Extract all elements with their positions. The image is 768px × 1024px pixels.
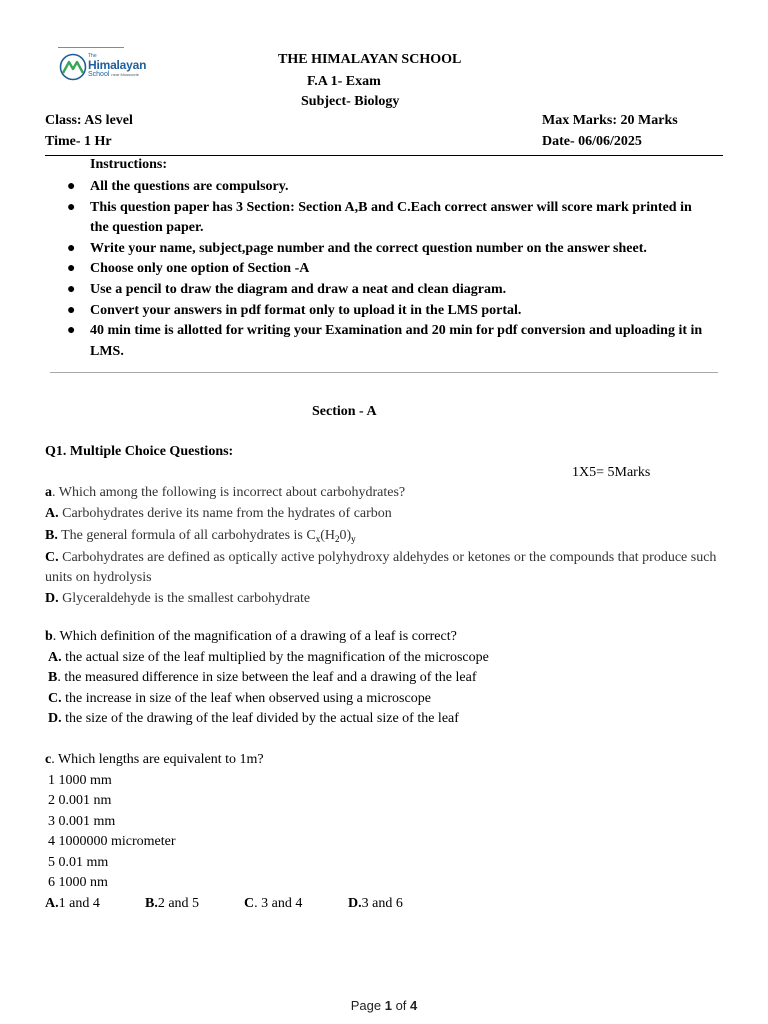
answer-c [244, 894, 302, 915]
bullet-icon: ● [67, 240, 76, 256]
school-name: THE HIMALAYAN SCHOOL [278, 52, 462, 67]
instruction-item [67, 177, 707, 198]
answer-a [45, 894, 100, 915]
bullet-icon: ● [67, 323, 76, 339]
option-label: C [244, 895, 255, 911]
question-c-stem [45, 750, 725, 771]
section-divider [50, 372, 718, 373]
exam-title: F.A 1- Exam [307, 74, 381, 89]
instruction-item [67, 239, 707, 260]
list-item: 6 1000 nm [48, 875, 108, 890]
list-item: 5 0.01 mm [48, 854, 109, 870]
bullet-icon: ● [67, 179, 76, 194]
option-label: A. [48, 649, 62, 665]
question-a-stem [45, 483, 725, 504]
bullet-icon: ● [67, 261, 76, 277]
option-d [45, 709, 725, 730]
list-item: 3 0.001 mm [48, 813, 116, 829]
option-label: D. [45, 590, 59, 606]
instruction-item [67, 259, 707, 280]
question-c [45, 750, 725, 914]
option-c [45, 548, 725, 589]
instruction-text: Write your name, subject,page number and the correct question number on the answer sheet. [90, 240, 647, 256]
question-a [45, 483, 725, 609]
of-word: of [395, 998, 407, 1013]
answer-d [348, 894, 403, 915]
date-label: Date- 06/06/2025 [542, 134, 642, 149]
q1-title: Q1. Multiple Choice Questions: [45, 444, 234, 459]
option-d [45, 589, 725, 610]
question-b-text: . Which definition of the magnification of a drawing of a leaf is correct? [52, 629, 457, 644]
list-item: 2 0.001 nm [48, 793, 112, 808]
logo-wordmark [88, 54, 146, 78]
school-logo [55, 47, 147, 91]
list-item: 4 1000000 micrometer [48, 834, 176, 849]
option-label: B. [45, 528, 58, 543]
option-text: . 3 and 4 [254, 895, 303, 911]
option-text: Carbohydrates derive its name from the hydrates of carbon [58, 505, 392, 521]
question-a-text: . Which among the following is incorrect about carbohydrates? [52, 485, 406, 500]
option-label: A. [45, 895, 59, 911]
option-a [45, 648, 725, 669]
page-word: Page [350, 998, 382, 1013]
question-c-text: . Which lengths are equivalent to 1m? [51, 752, 264, 767]
instruction-item [67, 198, 707, 239]
question-c-label: c [45, 752, 52, 767]
q1-marks: 1X5= 5Marks [572, 465, 651, 480]
page-footer [0, 998, 768, 1013]
option-text: the increase in size of the leaf when observed using a microscope [61, 690, 431, 706]
option-text: 3 and 6 [361, 895, 403, 911]
section-a-title: Section - A [312, 404, 377, 419]
option-label: A. [45, 505, 59, 521]
instruction-item [67, 301, 707, 322]
instruction-item [67, 321, 707, 362]
instruction-text: All the questions are compulsory. [90, 179, 289, 194]
question-b [45, 627, 725, 730]
answer-options [45, 894, 725, 915]
option-label: D. [48, 711, 62, 726]
page-number: 1 [384, 998, 392, 1013]
instruction-text: Convert your answers in pdf format only to upload it in the LMS portal. [90, 302, 522, 318]
option-text: 1 and 4 [58, 895, 100, 911]
max-marks-label: Max Marks: 20 Marks [542, 113, 678, 128]
instruction-text: This question paper has 3 Section: Section A,B and C.Each correct answer will score mark printed in the question paper. [90, 199, 692, 236]
option-text: . the measured difference in size between the leaf and a drawing of the leaf [57, 670, 477, 685]
option-text: Carbohydrates are defined as optically active polyhydroxy aldehydes or ketones or the compounds that produce such units on hydrolysis [45, 549, 717, 585]
page-total: 4 [410, 998, 418, 1013]
mountain-logo-icon [59, 53, 87, 81]
time-label: Time- 1 Hr [45, 134, 112, 149]
question-a-label: a [45, 485, 52, 500]
class-label: Class: AS level [45, 113, 133, 128]
option-text: 2 and 5 [157, 895, 200, 911]
option-text: Glyceraldehyde is the smallest carbohydrate [58, 590, 311, 606]
subject-title: Subject- Biology [301, 94, 400, 109]
instruction-text: Choose only one option of Section -A [90, 261, 310, 277]
formula-part: 0) [339, 528, 352, 543]
option-text: The general formula of all carbohydrates is C [57, 528, 316, 543]
formula-part: (H [320, 528, 335, 543]
option-label: C. [48, 690, 62, 706]
instructions-block [67, 156, 703, 359]
option-text: the size of the drawing of the leaf divided by the actual size of the leaf [61, 711, 459, 726]
bullet-icon: ● [67, 302, 76, 318]
question-b-label: b [45, 629, 53, 644]
option-text: the actual size of the leaf multiplied by the magnification of the microscope [61, 649, 489, 665]
formula-subscript: y [351, 534, 356, 544]
instructions-title: Instructions: [90, 157, 168, 172]
option-b [45, 526, 725, 547]
formula-subscript: x [315, 534, 321, 544]
bullet-icon: ● [67, 281, 76, 297]
logo-tagline: near Mussoorie [111, 72, 139, 77]
option-c [45, 689, 725, 710]
logo-rule [58, 47, 124, 48]
bullet-icon: ● [67, 199, 76, 215]
instructions-list [67, 177, 707, 362]
logo-school-line [88, 71, 146, 78]
list-item: 1 1000 mm [48, 772, 112, 788]
instruction-text: Use a pencil to draw the diagram and draw a neat and clean diagram. [90, 281, 507, 297]
question-b-stem [45, 627, 725, 648]
logo-small-text: The [88, 53, 97, 59]
formula-subscript: 2 [335, 534, 340, 544]
instruction-text: 40 min time is allotted for writing your Examination and 20 min for pdf conversion and uploading it in LMS. [90, 323, 703, 359]
logo-school-text: School [88, 71, 110, 78]
option-label: B. [145, 895, 158, 911]
instruction-item [67, 280, 707, 301]
logo-name: Himalayan [88, 58, 147, 72]
option-label: D. [348, 895, 362, 911]
option-label: B [48, 670, 58, 685]
option-b [45, 668, 725, 689]
answer-b [145, 894, 199, 915]
option-a [45, 504, 725, 525]
option-label: C. [45, 549, 59, 565]
